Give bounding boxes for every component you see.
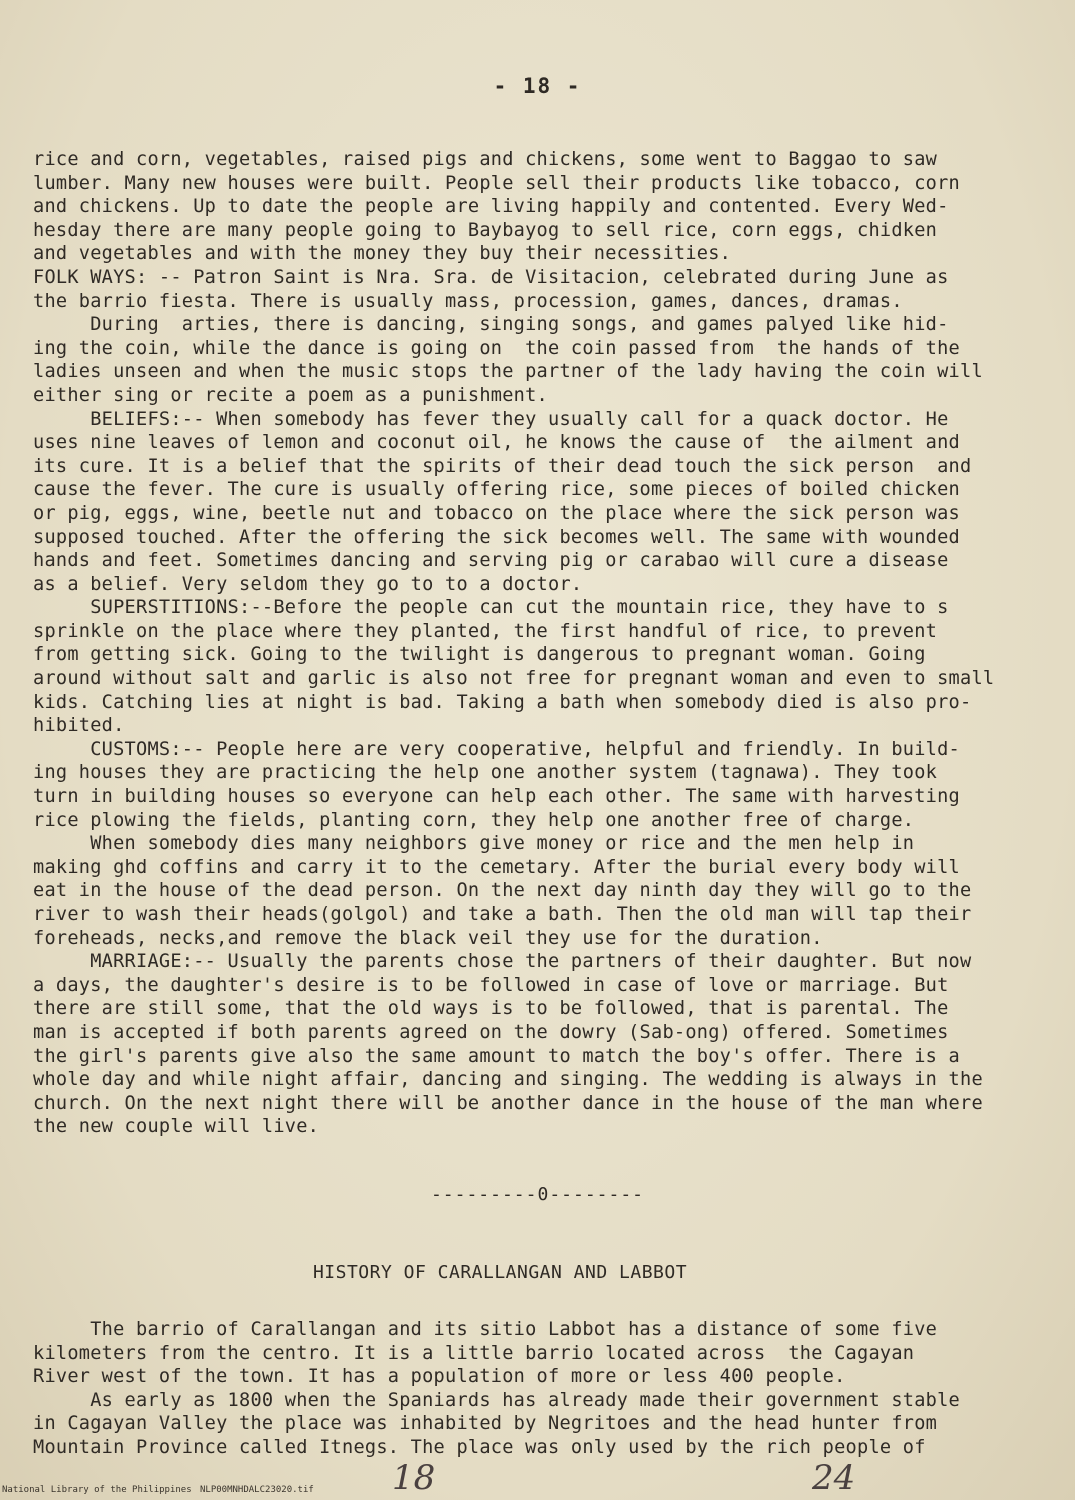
text-line: or pig, eggs, wine, beetle nut and tobacco on the place where the sick person was (33, 502, 960, 524)
text-line: Mountain Province called Itnegs. The place was only used by the rich people of (33, 1436, 926, 1458)
text-line: ing houses they are practicing the help one another system (tagnawa). They took (33, 762, 938, 784)
footer-library-label: National Library of the Philippines (2, 1485, 192, 1495)
text-line: BELIEFS:-- When somebody has fever they usually call for a quack doctor. He (33, 408, 949, 430)
text-line: kids. Catching lies at night is bad. Taking a bath when somebody died is also pro- (33, 691, 972, 713)
history-text (33, 1318, 1043, 1460)
text-line: around without salt and garlic is also not free for pregnant woman and even to small (33, 668, 995, 690)
text-line: there are still some, that the old ways is to be followed, that is parental. The (33, 998, 949, 1020)
text-line: either sing or recite a poem as a punishment. (33, 384, 548, 406)
text-line: from getting sick. Going to the twilight is dangerous to pregnant woman. Going (33, 644, 926, 666)
text-line: uses nine leaves of lemon and coconut oil, he knows the cause of the ailment and (33, 432, 960, 454)
text-line: supposed touched. After the offering the sick becomes well. The same with wounded (33, 526, 960, 548)
text-line: making ghd coffins and carry it to the cemetary. After the burial every body will (33, 856, 960, 878)
page-number: - 18 - (493, 74, 582, 98)
text-line: ladies unseen and when the music stops the partner of the lady having the coin will (33, 361, 983, 383)
text-line: lumber. Many new houses were built. People sell their products like tobacco, corn (33, 172, 960, 194)
text-line: and vegetables and with the money they buy their necessities. (33, 243, 732, 265)
text-line: During arties, there is dancing, singing songs, and games palyed like hid- (33, 314, 949, 336)
text-line: its cure. It is a belief that the spirits of their dead touch the sick person and (33, 455, 972, 477)
footer-file-name: NLP00MNHDALC23020.tif (200, 1485, 314, 1495)
text-line: FOLK WAYS: -- Patron Saint is Nra. Sra. de Visitacion, celebrated during June as (33, 266, 949, 288)
section-title: HISTORY OF CARALLANGAN AND LABBOT (312, 1262, 688, 1283)
text-line: foreheads, necks,and remove the black veil they use for the duration. (33, 927, 823, 949)
text-line: rice plowing the fields, planting corn, they help one another free of charge. (33, 809, 915, 831)
text-line: River west of the town. It has a population of more or less 400 people. (33, 1366, 846, 1388)
text-line: hesday there are many people going to Baybayog to sell rice, corn eggs, chidken (33, 219, 938, 241)
text-line: church. On the next night there will be another dance in the house of the man where (33, 1092, 983, 1114)
text-line: whole day and while night affair, dancing and singing. The wedding is always in the (33, 1069, 983, 1091)
text-line: hibited. (33, 715, 125, 737)
text-line: the barrio fiesta. There is usually mass, procession, games, dances, dramas. (33, 290, 903, 312)
text-line: man is accepted if both parents agreed on the dowry (Sab-ong) offered. Sometimes (33, 1021, 949, 1043)
text-line: and chickens. Up to date the people are living happily and contented. Every Wed- (33, 196, 949, 218)
text-line: When somebody dies many neighbors give money or rice and the men help in (33, 833, 915, 855)
text-line: rice and corn, vegetables, raised pigs and chickens, some went to Baggao to saw (33, 149, 938, 170)
text-line: the girl's parents give also the same amount to match the boy's offer. There is a (33, 1045, 960, 1067)
text-line: as a belief. Very seldom they go to to a doctor. (33, 573, 583, 595)
section-divider: ---------0-------- (430, 1184, 645, 1205)
handwritten-page-number-left: 18 (392, 1458, 436, 1498)
text-line: hands and feet. Sometimes dancing and serving pig or carabao will cure a disease (33, 550, 949, 572)
text-line: sprinkle on the place where they planted, the first handful of rice, to prevent (33, 620, 938, 642)
text-line: The barrio of Carallangan and its sitio Labbot has a distance of some five (33, 1319, 938, 1340)
text-line: kilometers from the centro. It is a little barrio located across the Cagayan (33, 1342, 915, 1364)
text-line: the new couple will live. (33, 1116, 320, 1138)
handwritten-page-number-right: 24 (812, 1458, 856, 1498)
text-line: turn in building houses so everyone can help each other. The same with harvesting (33, 786, 960, 808)
text-line: eat in the house of the dead person. On the next day ninth day they will go to the (33, 880, 972, 902)
text-line: river to wash their heads(golgol) and take a bath. Then the old man will tap their (33, 904, 972, 925)
body-text (33, 148, 1043, 1139)
text-line: ing the coin, while the dance is going on the coin passed from the hands of the (33, 337, 960, 359)
text-line: As early as 1800 when the Spaniards has already made their government stable (33, 1389, 960, 1411)
text-line: in Cagayan Valley the place was inhabited by Negritoes and the head hunter from (33, 1413, 938, 1435)
text-line: cause the fever. The cure is usually offering rice, some pieces of boiled chicken (33, 479, 960, 501)
text-line: a days, the daughter's desire is to be followed in case of love or marriage. But (33, 974, 949, 996)
text-line: CUSTOMS:-- People here are very cooperative, helpful and friendly. In build- (33, 738, 960, 760)
text-line: MARRIAGE:-- Usually the parents chose the partners of their daughter. But now (33, 951, 972, 973)
text-line: SUPERSTITIONS:--Before the people can cut the mountain rice, they have to s (33, 597, 949, 619)
